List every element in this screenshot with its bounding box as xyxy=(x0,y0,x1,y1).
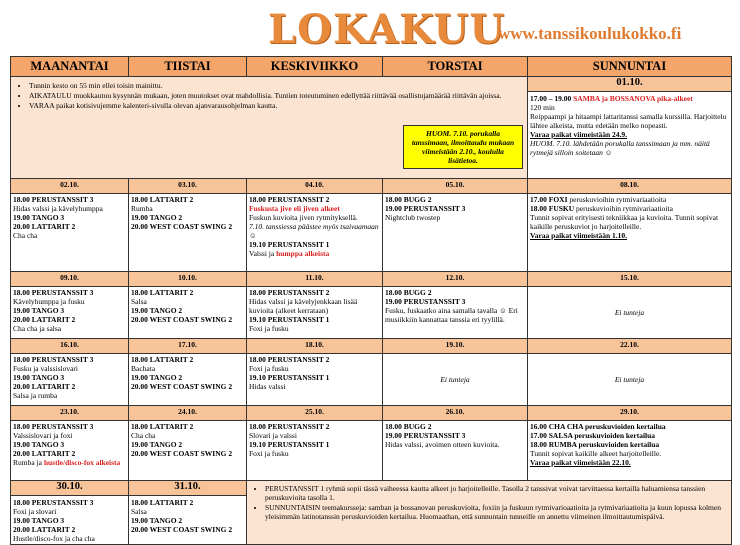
text-line: Nightclub twostep xyxy=(385,213,441,222)
footer-item: • SUNNUNTAISIN teemakursseja: samban ja bossanovan peruskuvioita, foxiin ja fuskuun rytmivarioaatioita ja rytmivariaatioita ja kuun lopussa kolmen yleisimmän latinotanssin peruskuvioiden kertailua. Huomaathan, että sunnuntain tunneille on annettu viimeinen ilmoittautumispäivä. xyxy=(265,503,729,521)
text-line: 31.10. xyxy=(129,480,246,496)
day-header: KESKIVIIKKO xyxy=(247,57,383,77)
text-line: 18.00 BUGG 2 xyxy=(385,195,432,204)
text-line: Rumba xyxy=(131,204,153,213)
text-line: Cha cha ja salsa xyxy=(13,324,62,333)
text-line: Hidas valssi xyxy=(249,382,286,391)
text-line: 20.00 WEST COAST SWING 2 xyxy=(131,449,233,458)
week-row xyxy=(11,354,732,406)
text-line: SAMBA ja BOSSANOVA pika-alkeet xyxy=(573,93,693,103)
text-line: Reippaampi ja hitaampi lattaritanssi samalla kurssilla. Harjoittelu lähtee alkeista, mutta edetään melko nopeasti. xyxy=(530,111,727,130)
text-line: Foxi ja fusku xyxy=(249,364,289,373)
text-line: 20.00 LATTARIT 2 xyxy=(13,449,76,458)
text-line: Hidas valssi ja kävelyjenkkaan lisää kuvioita (alkeet kerrataan) xyxy=(249,297,358,315)
text-line: 20.00 WEST COAST SWING 2 xyxy=(131,524,233,534)
text-line: 26.10. xyxy=(383,406,528,421)
text-line: 18.00 PERUSTANSSIT 3 xyxy=(13,288,94,297)
notice-box: HUOM. 7.10. porukalla tanssimaan, ilmoittaudu mukaan viimeistään 2.10., koululla lisätietoa. xyxy=(403,125,523,169)
week-row xyxy=(11,421,732,481)
text-line: 20.00 LATTARIT 2 xyxy=(13,222,76,231)
text-line: 120 min xyxy=(530,102,555,112)
day-header: MAANANTAI xyxy=(11,57,129,77)
class-cell xyxy=(528,194,732,272)
text-line: Ei tunteja xyxy=(614,308,645,317)
text-line: 19.00 TANGO 2 xyxy=(131,373,183,382)
class-cell xyxy=(528,354,732,406)
text-line: 12.10. xyxy=(383,272,528,287)
day-header-row xyxy=(11,57,732,77)
text-line: 18.00 RUMBA peruskuvioiden kertailua xyxy=(530,440,660,449)
text-line: Fuskusta jive eli jiven alkeet xyxy=(249,204,340,213)
date-row xyxy=(11,339,732,354)
text-line: HUOM. 7.10. lähdetään porukalla tanssimaan ja mm. näitä rytmejä silloin soitetaan ☺ xyxy=(530,138,710,157)
class-cell xyxy=(383,354,528,406)
text-line: Ei tunteja xyxy=(614,375,645,384)
text-line: 19.00 TANGO 3 xyxy=(13,373,65,382)
text-line: 24.10. xyxy=(129,406,247,421)
text-line: 18.00 PERUSTANSSIT 3 xyxy=(13,355,94,364)
text-line: 18.00 BUGG 2 xyxy=(385,422,432,431)
text-line: peruskuvioihin rytmivariaatioita xyxy=(576,204,673,213)
website-link[interactable]: www.tanssikoulukokko.fi xyxy=(498,24,682,43)
text-line: 18.00 LATTARIT 2 xyxy=(131,355,194,364)
text-line: 17.00 SALSA peruskuvioiden kertailua xyxy=(530,431,656,440)
text-line: 19.00 TANGO 2 xyxy=(131,440,183,449)
text-line: 18.00 BUGG 2 xyxy=(385,288,432,297)
text-line: Hustle/disco-fox ja cha cha xyxy=(13,533,95,543)
text-line: 17.00 FOXI xyxy=(530,195,568,204)
class-cell xyxy=(383,287,528,339)
text-line: Bachata xyxy=(131,364,156,373)
text-line: Varaa paikat viimeistään 22.10. xyxy=(530,458,631,467)
class-cell xyxy=(247,354,383,406)
text-line: Varaa paikat viimeistään 1.10. xyxy=(530,231,628,240)
text-line: 02.10. xyxy=(11,179,129,194)
text-line: 20.00 LATTARIT 2 xyxy=(13,524,76,534)
text-line: 20.00 LATTARIT 2 xyxy=(13,315,76,324)
text-line: 19.00 TANGO 3 xyxy=(13,515,65,525)
week-row xyxy=(11,287,732,339)
text-line: 20.00 LATTARIT 2 xyxy=(13,382,76,391)
text-line: Tunnit sopivat kaikille alkeet harjoitelleille. xyxy=(530,449,662,458)
class-cell xyxy=(247,287,383,339)
text-line: 03.10. xyxy=(129,179,247,194)
class-cell xyxy=(528,287,732,339)
class-cell xyxy=(129,194,247,272)
text-line: Salsa xyxy=(131,297,147,306)
text-line: Tunnit sopivat erityisesti tekniikkaa ja kuvioita. Tunnit sopivat kaikille peruskuviot jo harjoitelleille. xyxy=(530,213,719,231)
text-line: 19.00 TANGO 3 xyxy=(13,213,65,222)
text-line: 19.10 PERUSTANSSIT 1 xyxy=(249,315,330,324)
text-line: 18.00 LATTARIT 2 xyxy=(131,497,194,507)
text-line: Cha cha xyxy=(131,431,156,440)
text-line: 04.10. xyxy=(247,179,383,194)
text-line: 19.00 TANGO 3 xyxy=(13,306,65,315)
text-line: 18.00 LATTARIT 2 xyxy=(131,195,194,204)
text-line: 18.00 PERUSTANSSIT 3 xyxy=(13,422,94,431)
day-header: SUNNUNTAI xyxy=(528,57,732,77)
text-line: 11.10. xyxy=(247,272,383,287)
calendar-table xyxy=(10,56,732,545)
class-cell xyxy=(11,287,129,339)
text-line: 20.00 WEST COAST SWING 2 xyxy=(131,222,233,231)
text-line: 09.10. xyxy=(11,272,129,287)
class-cell xyxy=(247,421,383,481)
text-line: 17.00 – 19.00 xyxy=(530,93,572,103)
text-line: peruskuvioihin rytmivariaatioita xyxy=(569,195,667,204)
text-line: 18.00 PERUSTANSSIT 2 xyxy=(249,422,330,431)
text-line: hustle/disco-fox alkeista xyxy=(43,458,121,467)
text-line: Cha cha xyxy=(13,231,38,240)
text-line: Foxi ja slovari xyxy=(13,506,57,516)
class-cell xyxy=(129,481,247,545)
date-label: 01.10. xyxy=(528,76,731,92)
text-line: Hidas valssi ja kävelyhumppa xyxy=(13,204,103,213)
text-line: 05.10. xyxy=(383,179,528,194)
info-item: • AIKATAULU muokkautuu kysynnän mukaan, joten muutokset ovat mahdollisia. Tuntien toteutuminen edellyttää riittävää osallistujamäärää riittävän ajoissa. xyxy=(29,91,525,100)
text-line: 18.00 LATTARIT 2 xyxy=(131,422,194,431)
date-row xyxy=(11,179,732,194)
text-line: 18.00 PERUSTANSSIT 2 xyxy=(249,355,330,364)
class-cell xyxy=(383,194,528,272)
week-row xyxy=(11,194,732,272)
text-line: 18.00 PERUSTANSSIT 2 xyxy=(249,195,330,204)
class-cell xyxy=(383,421,528,481)
text-line: 17.10. xyxy=(129,339,247,354)
class-cell xyxy=(528,421,732,481)
footer-item: • PERUSTANSSIT 1 ryhmä sopii tässä vaiheessa kautta alkeet jo harjoitelleille. Tasolla 2 tanssivat voivat tarvittaessa kertailla haluamiensa tanssien peruskuvioita tasolla 1. xyxy=(265,484,729,502)
text-line: Valssi ja xyxy=(249,249,275,258)
text-line: Ei tunteja xyxy=(440,375,470,384)
text-line: 18.00 PERUSTANSSIT 2 xyxy=(249,288,330,297)
text-line: 22.10. xyxy=(528,339,732,354)
text-line: 19.00 TANGO 2 xyxy=(131,213,183,222)
class-cell xyxy=(129,421,247,481)
day-header: TORSTAI xyxy=(383,57,528,77)
text-line: 19.00 PERUSTANSSIT 3 xyxy=(385,297,466,306)
text-line: 19.10 PERUSTANSSIT 1 xyxy=(249,440,330,449)
footer-info xyxy=(247,481,732,545)
text-line: Kävelyhumppa ja fusku xyxy=(13,297,85,306)
text-line: Fusku, fuskaatko aina samalla tavalla ☺ Eri musiikkiin kannattaa tanssia eri tyylillä. xyxy=(385,306,518,324)
sunday-cell xyxy=(528,77,732,179)
date-row xyxy=(11,272,732,287)
week-row xyxy=(11,481,732,545)
class-cell xyxy=(11,421,129,481)
text-line: 18.00 LATTARIT 2 xyxy=(131,288,194,297)
text-line: Salsa xyxy=(131,506,147,516)
text-line: Slovari ja valssi xyxy=(249,431,297,440)
page-title: LOKAKUU xyxy=(268,6,506,53)
text-line: 19.10. xyxy=(383,339,528,354)
text-line: 25.10. xyxy=(247,406,383,421)
text-line: 20.00 WEST COAST SWING 2 xyxy=(131,315,233,324)
text-line: humppa alkeista xyxy=(276,249,330,258)
date-row xyxy=(11,406,732,421)
text-line: 19.10 PERUSTANSSIT 1 xyxy=(249,240,330,249)
text-line: Fusku ja valssislovari xyxy=(13,364,78,373)
class-cell xyxy=(129,354,247,406)
text-line: Foxi ja fusku xyxy=(249,449,289,458)
text-line: 19.00 PERUSTANSSIT 3 xyxy=(385,204,466,213)
class-cell xyxy=(11,194,129,272)
text-line: Rumba ja xyxy=(13,458,42,467)
text-line: 19.00 TANGO 2 xyxy=(131,306,183,315)
info-item: • Tunnin kesto on 55 min ellei toisin mainittu. xyxy=(29,81,525,90)
text-line: Foxi ja fusku xyxy=(249,324,289,333)
info-box xyxy=(11,77,528,179)
text-line: 18.00 PERUSTANSSIT 3 xyxy=(13,497,94,507)
text-line: 08.10. xyxy=(528,179,732,194)
text-line: 18.10. xyxy=(247,339,383,354)
text-line: 16.00 CHA CHA peruskuvioiden kertailua xyxy=(530,422,666,431)
text-line: 16.10. xyxy=(11,339,129,354)
text-line: 18.00 FUSKU xyxy=(530,204,575,213)
text-line: 19.10 PERUSTANSSIT 1 xyxy=(249,373,330,382)
day-header: TIISTAI xyxy=(129,57,247,77)
text-line: Valssislovari ja foxi xyxy=(13,431,73,440)
class-cell xyxy=(129,287,247,339)
text-line: Salsa ja rumba xyxy=(13,391,58,400)
text-line: 19.00 TANGO 3 xyxy=(13,440,65,449)
class-cell xyxy=(11,481,129,545)
info-item: • VARAA paikat kotisivujemme kalenteri-sivulla olevan ajanvarausohjelman kautta. xyxy=(29,101,525,110)
text-line: Hidas valssi, avoimen otteen kuvioita. xyxy=(385,440,500,449)
text-line: 20.00 WEST COAST SWING 2 xyxy=(131,382,233,391)
class-cell xyxy=(11,354,129,406)
text-line: Fuskun kuvioita jiven rytmityksellä. xyxy=(249,213,358,222)
text-line: 29.10. xyxy=(528,406,732,421)
text-line: 7.10. tanssiessa päästee myös tsaivaamaan ☺ xyxy=(249,222,379,240)
text-line: 30.10. xyxy=(11,480,128,496)
text-line: 23.10. xyxy=(11,406,129,421)
text-line: 15.10. xyxy=(528,272,732,287)
class-cell xyxy=(247,194,383,272)
text-line: 10.10. xyxy=(129,272,247,287)
text-line: 18.00 PERUSTANSSIT 3 xyxy=(13,195,94,204)
text-line: 19.00 TANGO 2 xyxy=(131,515,183,525)
text-line: 19.00 PERUSTANSSIT 3 xyxy=(385,431,466,440)
text-line: Varaa paikat viimeistään 24.9. xyxy=(530,129,628,139)
